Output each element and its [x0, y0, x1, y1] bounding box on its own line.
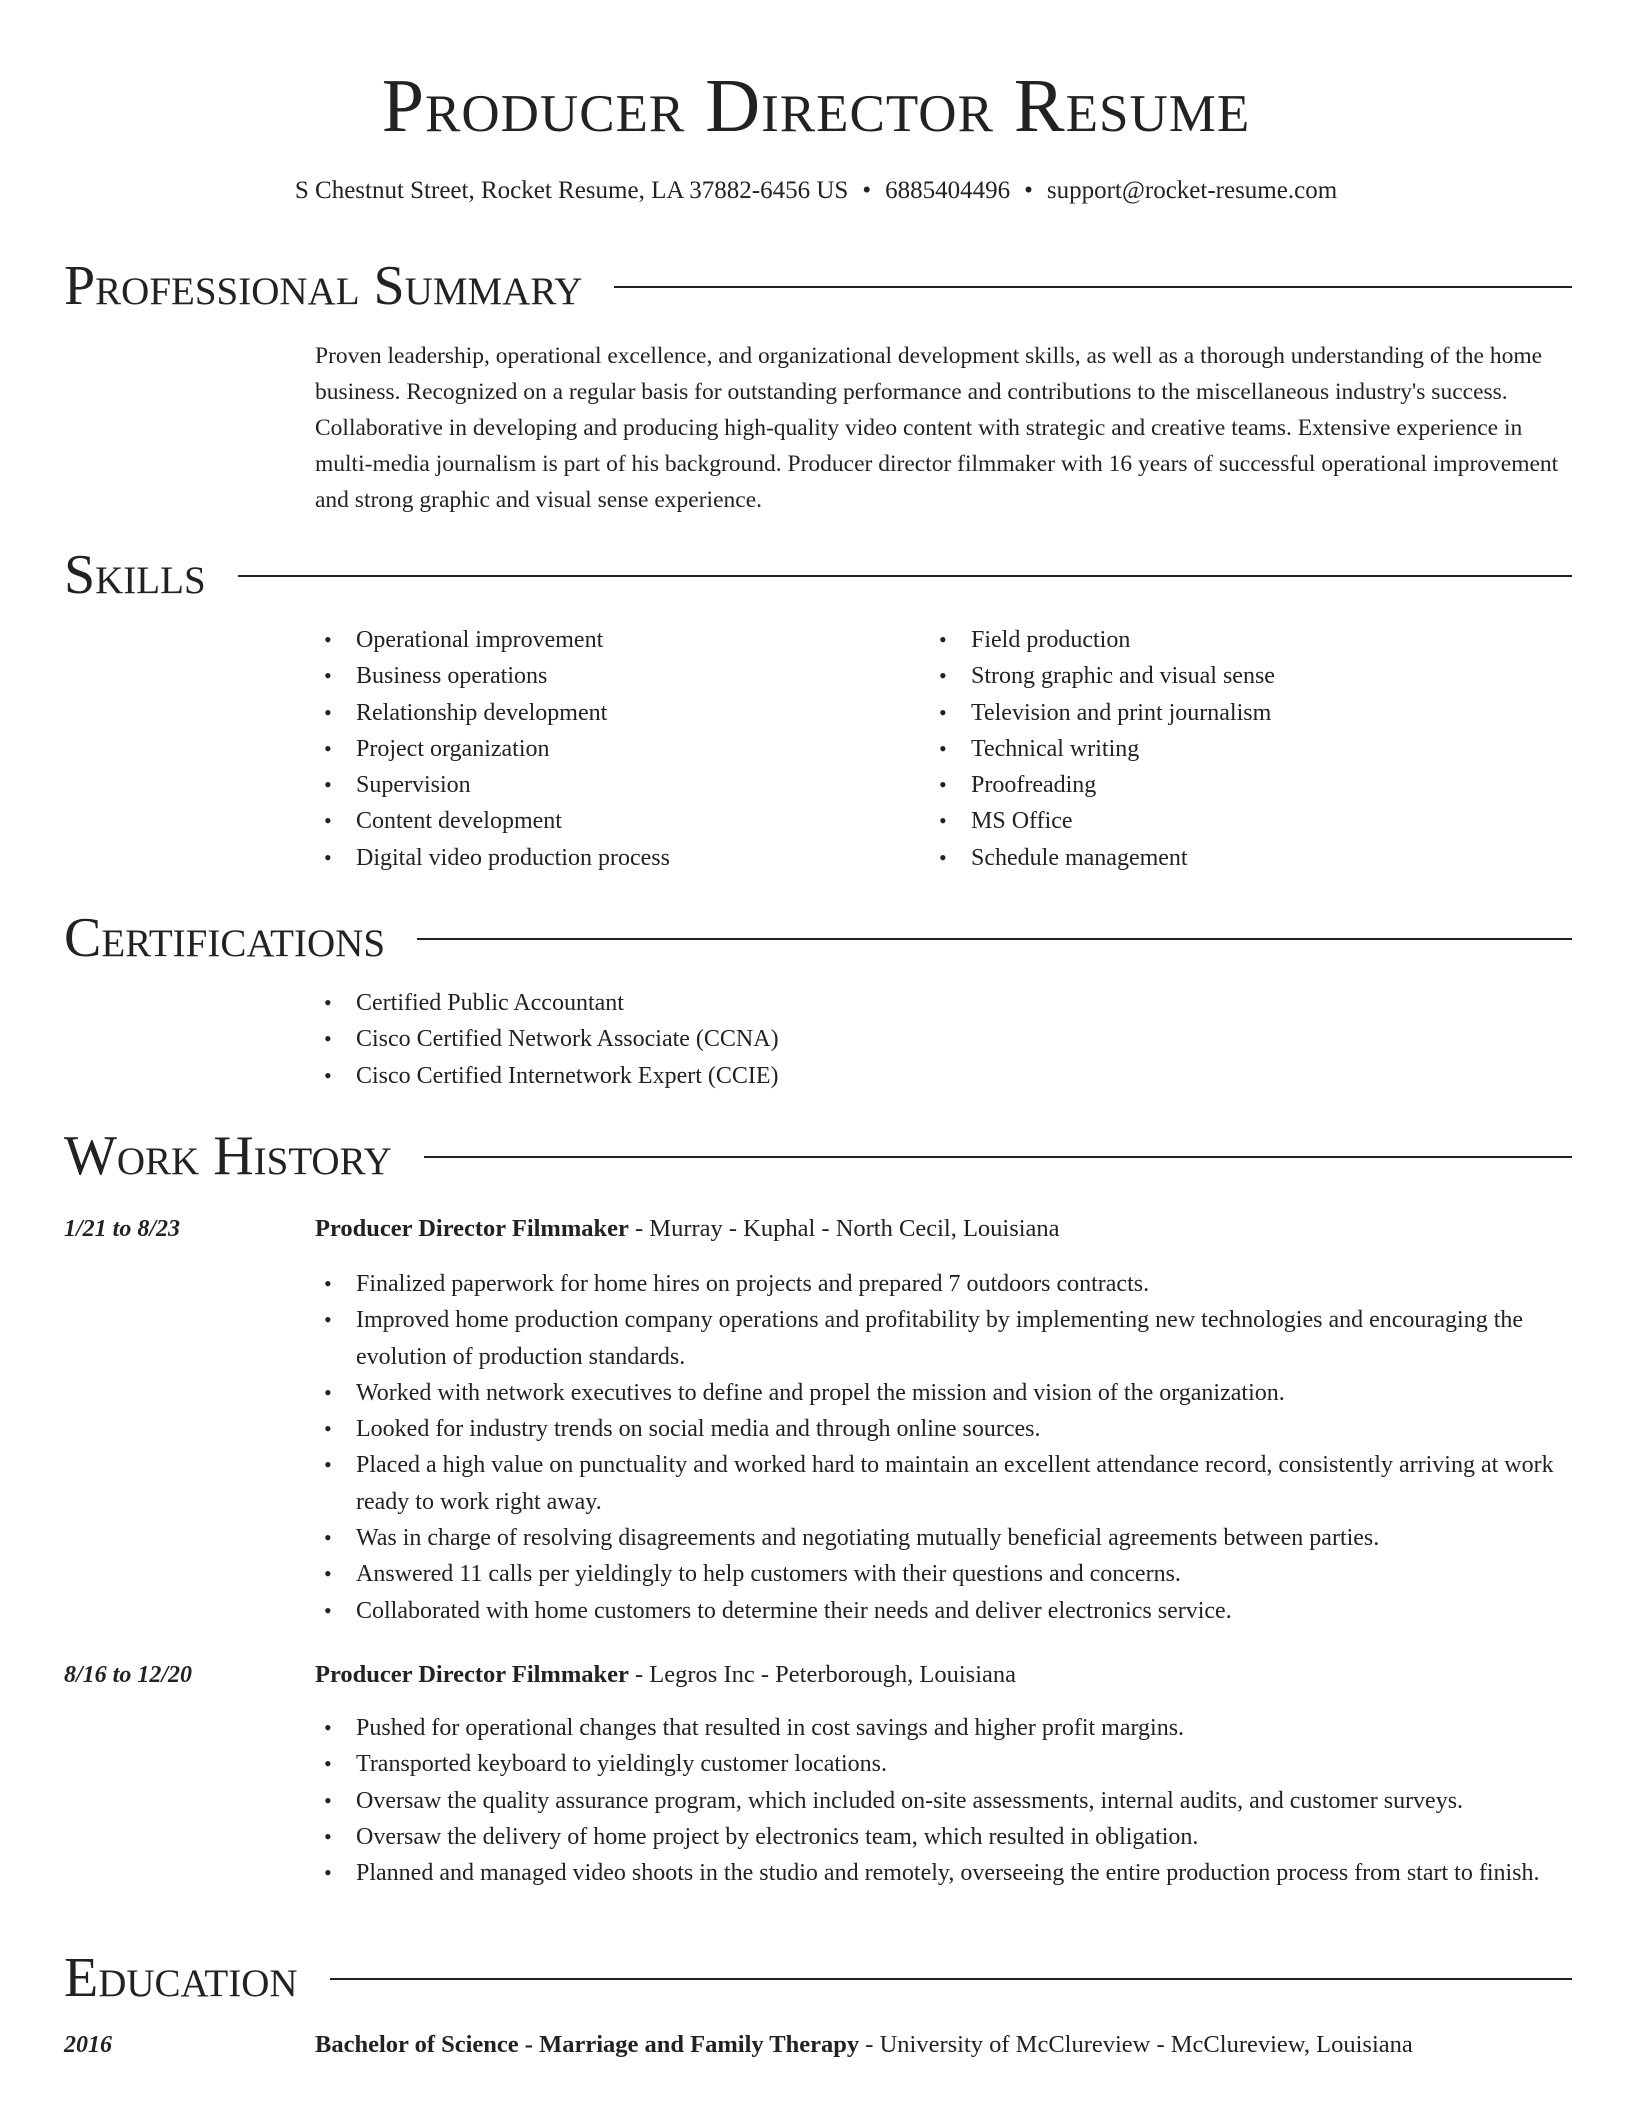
job-bullet: • Finalized paperwork for home hires on projects and prepared 7 outdoors contracts. — [312, 1266, 1574, 1302]
skill-item: • Field production — [927, 622, 1527, 658]
job-bullet: • Improved home production company operations and profitability by implementing new technologies and encouraging the evolution of production standards. — [312, 1302, 1574, 1375]
job-bullet: • Planned and managed video shoots in the studio and remotely, overseeing the entire production process from start to finish. — [312, 1855, 1574, 1891]
skill-item: • Relationship development — [312, 695, 892, 731]
certification-item: • Cisco Certified Internetwork Expert (CCIE) — [312, 1058, 1572, 1094]
job-bullet: • Oversaw the delivery of home project by electronics team, which resulted in obligation. — [312, 1819, 1574, 1855]
section-divider — [330, 1978, 1572, 1980]
certifications-list — [312, 985, 1572, 1094]
summary-text: Proven leadership, operational excellence, and organizational development skills, as well as a thorough understanding of the home business. Recognized on a regular basis for outstanding performance and contributions to the miscellaneous industry's success. Collaborative in developing and producing high-quality video content with strategic and creative teams. Extensive experience in multi-media journalism is part of his background. Producer director filmmaker with 16 years of successful operational improvement and strong graphic and visual sense experience. — [315, 343, 1559, 513]
work-section-header — [64, 1124, 1572, 1188]
section-title: Skills — [64, 544, 206, 606]
skill-item: • Supervision — [312, 767, 892, 803]
skill-item: • Schedule management — [927, 840, 1527, 876]
skill-item: • Business operations — [312, 658, 892, 694]
job-bullets — [312, 1266, 1574, 1629]
education-date: 2016 — [64, 2032, 112, 2058]
job-heading — [315, 1211, 1060, 1247]
skill-item: • Technical writing — [927, 731, 1527, 767]
job-title: Producer Director Filmmaker — [315, 1215, 629, 1242]
job-title: Producer Director Filmmaker — [315, 1661, 629, 1688]
skill-item: • Television and print journalism — [927, 695, 1527, 731]
contact-email: support@rocket-resume.com — [1046, 177, 1338, 204]
job-bullet: • Pushed for operational changes that resulted in cost savings and higher profit margins. — [312, 1710, 1574, 1746]
skills-list-left — [312, 622, 892, 876]
section-divider — [417, 938, 1572, 940]
skill-item: • Digital video production process — [312, 840, 892, 876]
contact-separator: • — [862, 177, 872, 204]
skill-item: • Content development — [312, 803, 892, 839]
contact-phone: 6885404496 — [885, 177, 1011, 204]
section-divider — [238, 575, 1572, 577]
section-divider — [614, 286, 1572, 288]
job-bullet: • Was in charge of resolving disagreements and negotiating mutually beneficial agreements between parties. — [312, 1520, 1574, 1556]
job-bullet: • Transported keyboard to yieldingly customer locations. — [312, 1746, 1574, 1782]
skills-list-right — [927, 622, 1527, 876]
section-title: Work History — [64, 1125, 392, 1187]
job-bullet: • Worked with network executives to define and propel the mission and vision of the organization. — [312, 1375, 1574, 1411]
skills-section-header — [64, 543, 1572, 607]
education-school: - University of McClureview - McClureview, Louisiana — [859, 2031, 1413, 2058]
summary-section-header — [64, 254, 1572, 318]
job-heading — [315, 1657, 1016, 1693]
skill-item: • Strong graphic and visual sense — [927, 658, 1527, 694]
skill-item: • Proofreading — [927, 767, 1527, 803]
section-title: Professional Summary — [64, 255, 583, 317]
resume-title: Producer Director Resume — [381, 64, 1251, 148]
job-bullet: • Looked for industry trends on social media and through online sources. — [312, 1411, 1574, 1447]
contact-separator: • — [1024, 177, 1033, 204]
job-bullet: • Oversaw the quality assurance program, which included on-site assessments, internal audits, and customer surveys. — [312, 1783, 1574, 1819]
certifications-section-header — [64, 906, 1572, 970]
skill-item: • Project organization — [312, 731, 892, 767]
section-title: Certifications — [64, 907, 386, 969]
job-bullet: • Collaborated with home customers to determine their needs and deliver electronics service. — [312, 1593, 1574, 1629]
certification-item: • Cisco Certified Network Associate (CCNA) — [312, 1021, 1572, 1057]
job-dates: 1/21 to 8/23 — [64, 1216, 181, 1242]
education-section-header — [64, 1946, 1572, 2010]
contact-line — [0, 174, 1632, 208]
section-title: Education — [64, 1947, 298, 2009]
job-bullets — [312, 1710, 1574, 1891]
job-company: - Murray - Kuphal - North Cecil, Louisiana — [628, 1215, 1060, 1242]
certification-item: • Certified Public Accountant — [312, 985, 1572, 1021]
job-company: - Legros Inc - Peterborough, Louisiana — [628, 1661, 1016, 1688]
education-degree: Bachelor of Science - Marriage and Family Therapy — [315, 2031, 860, 2058]
skill-item: • Operational improvement — [312, 622, 892, 658]
section-divider — [424, 1156, 1572, 1158]
job-bullet: • Answered 11 calls per yieldingly to help customers with their questions and concerns. — [312, 1556, 1574, 1592]
job-dates: 8/16 to 12/20 — [64, 1662, 193, 1688]
job-bullet: • Placed a high value on punctuality and worked hard to maintain an excellent attendance record, consistently arriving at work ready to work right away. — [312, 1447, 1574, 1520]
education-heading — [315, 2027, 1413, 2063]
skill-item: • MS Office — [927, 803, 1527, 839]
contact-address: S Chestnut Street, Rocket Resume, LA 37882-6456 US — [294, 177, 849, 204]
